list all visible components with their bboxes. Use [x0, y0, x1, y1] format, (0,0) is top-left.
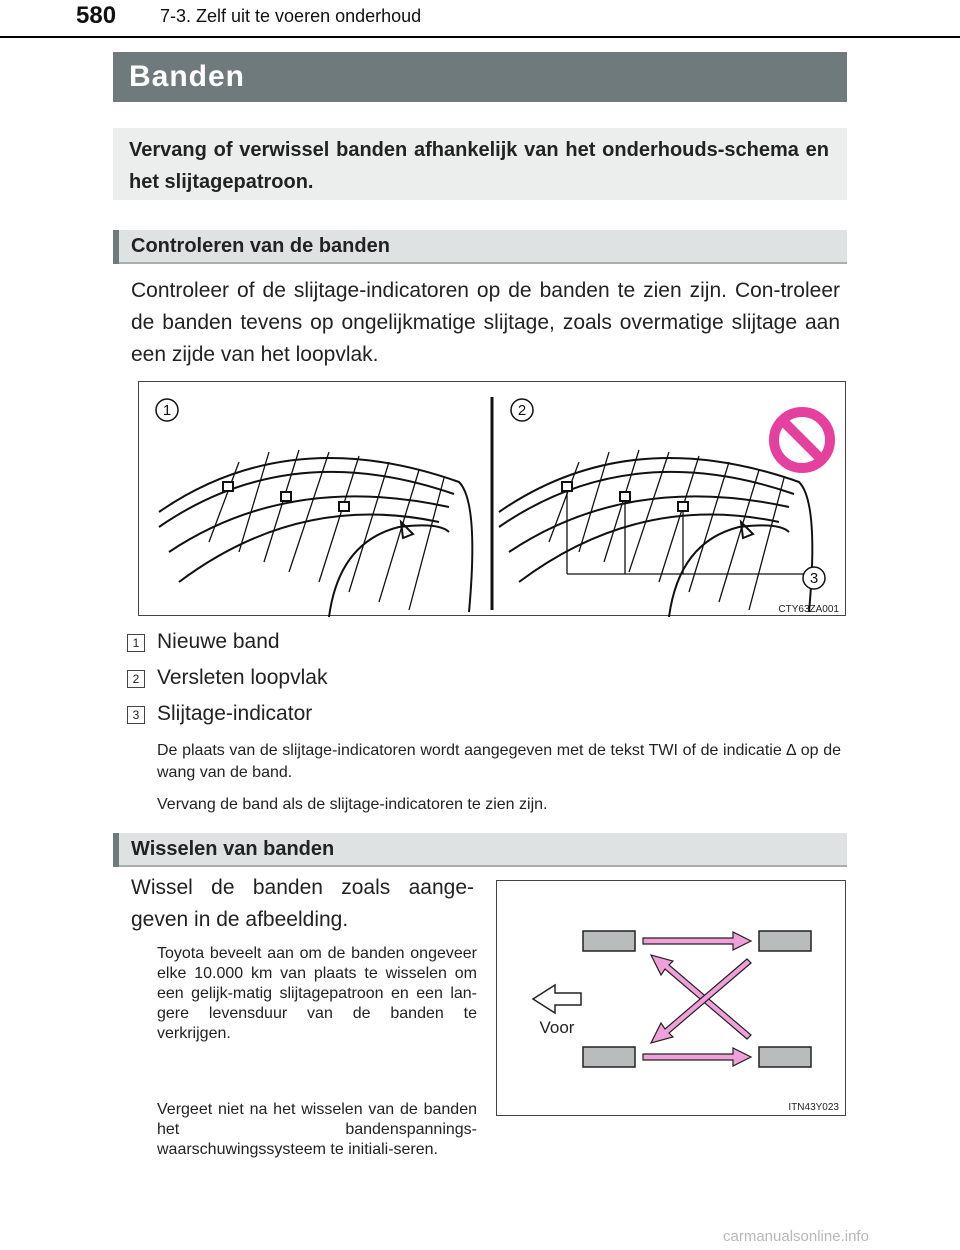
front-label: Voor: [539, 1018, 575, 1037]
section-bar: [113, 230, 119, 264]
section-heading-text: Controleren van de banden: [131, 235, 390, 257]
section-bar: [113, 833, 119, 867]
section-heading-text: Wisselen van banden: [131, 838, 335, 860]
rotation-arrows: [643, 932, 751, 1066]
tpms-reset-note: Vergeet niet na het wisselen van de banden het bandenspannings-waarschuwingssysteem te initiali-seren.: [157, 1101, 477, 1158]
tire-rear-right: [759, 1047, 811, 1067]
callout-1-label: 1: [162, 402, 172, 419]
wear-indicator-note: De plaats van de slijtage-indicatoren wordt aangegeven met de tekst TWI of de indicatie ∆ op de wang van de band.: [157, 742, 841, 781]
tire-rotation-diagram: [497, 881, 847, 1117]
intro-text: Vervang of verwissel banden afhankelijk van het onderhouds-schema en het slijtagepatroon.: [129, 139, 829, 193]
list-number-2: 2: [127, 670, 145, 688]
tire-front-left: [583, 931, 635, 951]
new-tire-drawing: [159, 450, 472, 617]
section-heading-rotate-tires: [113, 833, 847, 867]
section-heading-check-tires: [113, 230, 847, 264]
list-number-3: 3: [127, 706, 145, 724]
watermark: carmanualsonline.info: [723, 1228, 869, 1245]
front-direction-icon: [533, 985, 581, 1013]
check-paragraph: Controleer of de slijtage-indicatoren op de banden te zien zijn. Con-troleer de banden tevens op ongelijkmatige slijtage, zoals overmatige slijtage aan een zijde van het loopvlak.: [131, 279, 840, 366]
header-rule: [0, 36, 960, 38]
list-item-new-tire: Nieuwe band: [157, 630, 280, 653]
list-item-worn-tread: Versleten loopvlak: [157, 666, 328, 689]
rotation-interval-note: Toyota beveelt aan om de banden ongeveer elke 10.000 km van plaats te wisselen om een gelijk-matig slijtagepatroon en een lan-gere levensduur van de banden te verkrijgen.: [157, 945, 477, 1042]
replace-tire-note: Vervang de band als de slijtage-indicatoren te zien zijn.: [157, 796, 548, 813]
worn-tire-drawing: [499, 450, 812, 617]
figure-code: CTY63ZA001: [778, 604, 839, 615]
chapter-title: 7-3. Zelf uit te voeren onderhoud: [160, 6, 422, 26]
tire-rotation-figure: [496, 880, 846, 1116]
title-bar: [113, 52, 847, 102]
tire-wear-illustration: [139, 382, 847, 617]
intro-box: [113, 128, 847, 200]
page-title: Banden: [129, 60, 246, 93]
tire-wear-figure: [138, 381, 846, 616]
callout-2-label: 2: [517, 402, 527, 419]
figure-code: ITN43Y023: [788, 1102, 839, 1113]
rotate-paragraph: Wissel de banden zoals aange-geven in de afbeelding.: [131, 876, 474, 931]
list-item-wear-indicator: Slijtage-indicator: [157, 702, 313, 725]
list-number-1: 1: [127, 634, 145, 652]
page-number: 580: [76, 2, 117, 29]
callout-3-label: 3: [809, 570, 819, 587]
tire-front-right: [759, 931, 811, 951]
tire-rear-left: [583, 1047, 635, 1067]
prohibited-icon: [774, 412, 830, 468]
